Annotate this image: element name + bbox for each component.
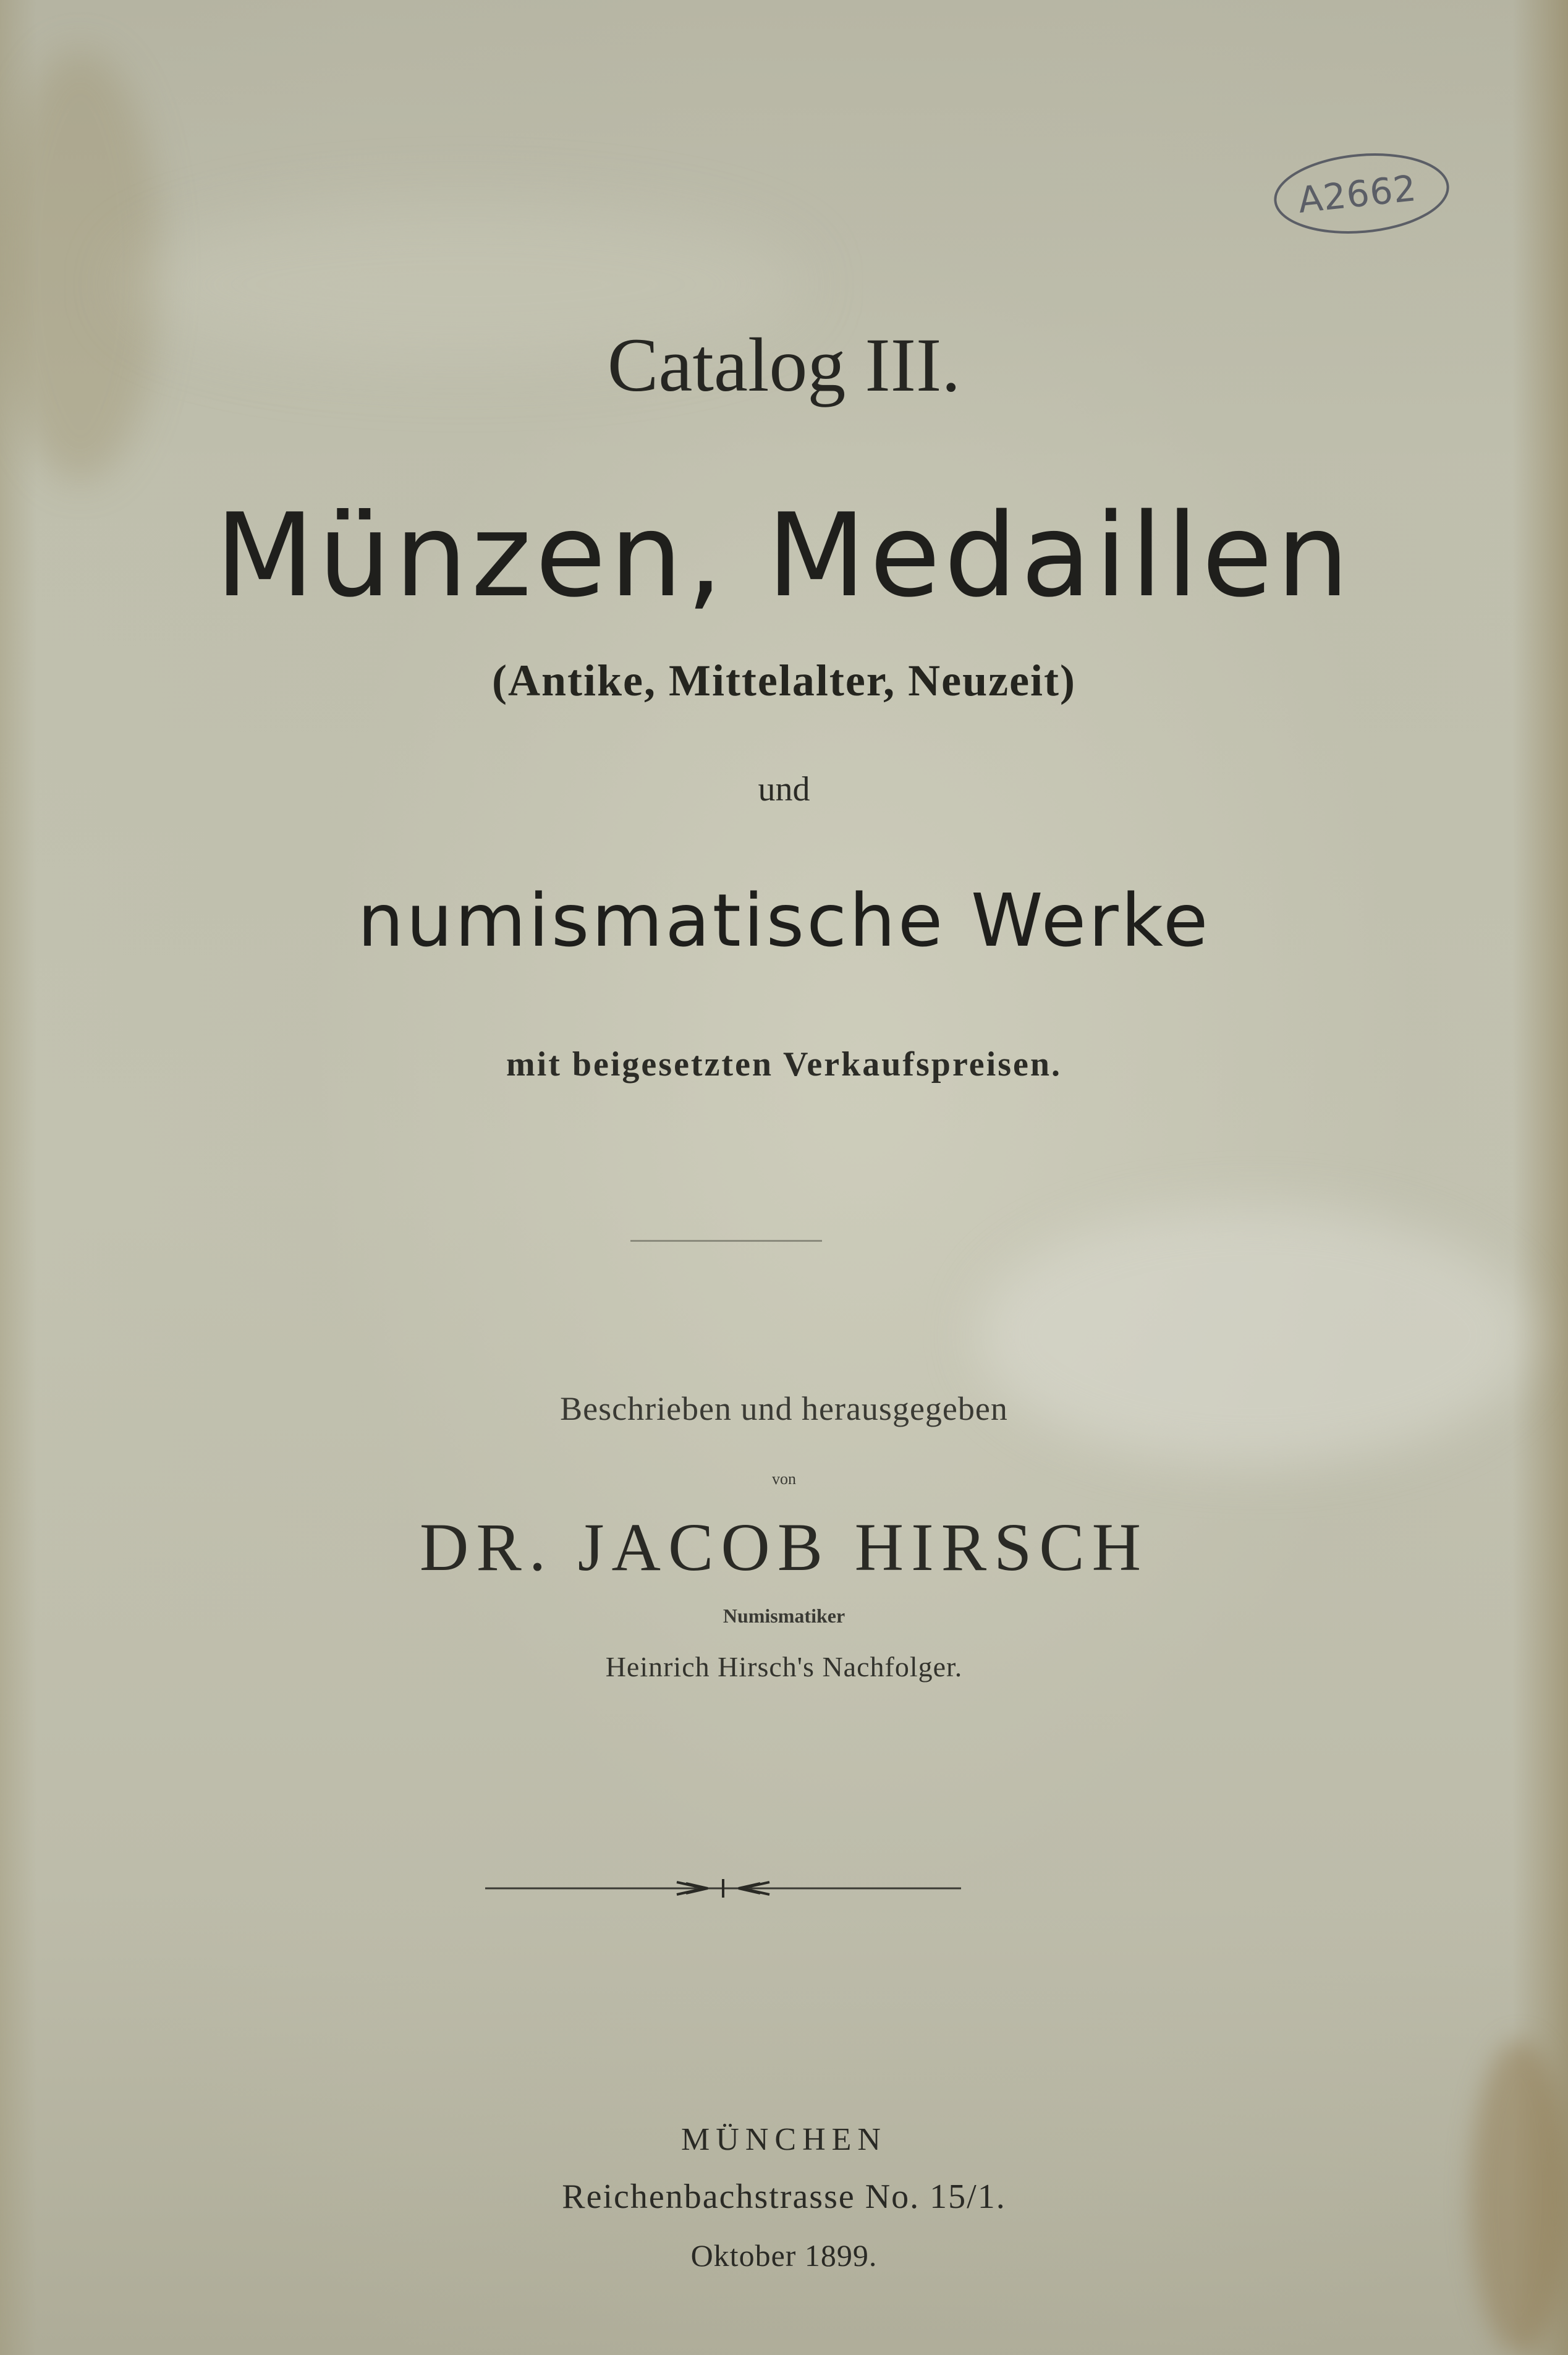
publication-date: Oktober 1899.	[690, 2238, 878, 2273]
author-role: Numismatiker	[723, 1605, 845, 1627]
conjunction: und	[758, 770, 810, 808]
publisher-city: MÜNCHEN	[681, 2122, 887, 2157]
successor-note: Heinrich Hirsch's Nachfolger.	[605, 1651, 963, 1682]
handwritten-annotation: A2662	[1295, 167, 1419, 221]
ornamental-divider	[485, 1873, 961, 1904]
by-word: von	[772, 1470, 796, 1488]
catalog-number: Catalog III.	[607, 323, 961, 407]
price-note: mit beigesetzten Verkaufspreisen.	[506, 1045, 1062, 1084]
second-title: numismatische Werke	[357, 878, 1211, 963]
described-by: Beschrieben und herausgegeben	[560, 1390, 1008, 1427]
author-name: DR. JACOB HIRSCH	[419, 1509, 1149, 1585]
subtitle: (Antike, Mittelalter, Neuzeit)	[491, 656, 1077, 705]
main-title: Münzen, Medaillen	[215, 488, 1353, 622]
publisher-address: Reichenbachstrasse No. 15/1.	[562, 2178, 1006, 2216]
divider-rule	[630, 1240, 822, 1242]
